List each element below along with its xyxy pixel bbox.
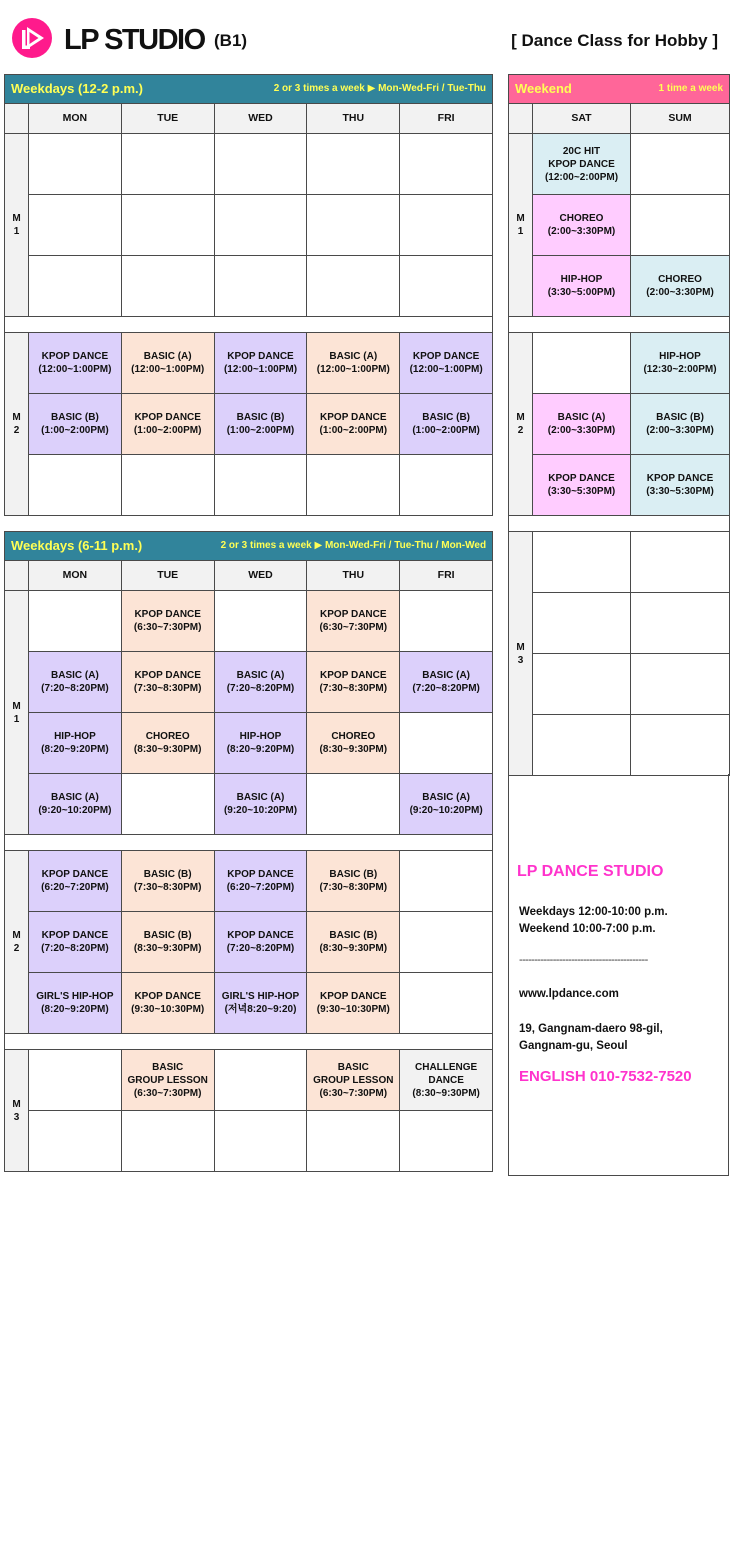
class-slot: KPOP DANCE (1:00~2:00PM)	[307, 394, 400, 455]
weekend-timetable	[508, 74, 730, 776]
class-slot: KPOP DANCE (9:30~10:30PM)	[121, 973, 214, 1034]
class-slot	[533, 715, 631, 776]
group-label-m2: M 2	[5, 851, 29, 1034]
section-frequency-note: 2 or 3 times a week ▶ Mon-Wed-Fri / Tue-Thu	[273, 83, 487, 94]
class-slot	[400, 256, 493, 317]
class-slot	[307, 774, 400, 835]
class-slot	[400, 195, 493, 256]
class-slot	[533, 654, 631, 715]
day-header-tue: TUE	[121, 104, 214, 134]
header-corner	[5, 561, 29, 591]
section-title: Weekend	[515, 81, 572, 96]
class-slot	[121, 134, 214, 195]
class-slot	[400, 134, 493, 195]
class-slot	[533, 532, 631, 593]
class-slot	[533, 333, 631, 394]
studio-name: LP DANCE STUDIO	[517, 863, 664, 880]
class-slot: HIP-HOP (8:20~9:20PM)	[29, 713, 122, 774]
class-slot	[214, 134, 307, 195]
class-slot	[214, 591, 307, 652]
group-label-m3: M 3	[509, 532, 533, 776]
group-label-m1: M 1	[5, 134, 29, 317]
class-slot: CHOREO (8:30~9:30PM)	[307, 713, 400, 774]
website-link[interactable]: www.lpdance.com	[519, 988, 619, 1000]
group-spacer	[5, 835, 493, 851]
class-slot: CHALLENGE DANCE (8:30~9:30PM)	[400, 1050, 493, 1111]
section-title: Weekdays (6-11 p.m.)	[11, 538, 143, 553]
class-slot	[400, 973, 493, 1034]
class-slot: BASIC (A) (12:00~1:00PM)	[121, 333, 214, 394]
class-slot: KPOP DANCE (7:30~8:30PM)	[121, 652, 214, 713]
class-slot	[29, 1111, 122, 1172]
class-slot	[631, 195, 730, 256]
class-slot: CHOREO (8:30~9:30PM)	[121, 713, 214, 774]
day-header-fri: FRI	[400, 104, 493, 134]
class-slot: BASIC (B) (1:00~2:00PM)	[29, 394, 122, 455]
header-corner	[5, 104, 29, 134]
section-header	[509, 75, 730, 104]
class-slot: BASIC (A) (7:20~8:20PM)	[214, 652, 307, 713]
class-slot	[631, 134, 730, 195]
class-slot	[29, 256, 122, 317]
class-slot: GIRL'S HIP-HOP (8:20~9:20PM)	[29, 973, 122, 1034]
group-spacer	[5, 1034, 493, 1050]
class-slot	[533, 593, 631, 654]
class-slot	[121, 195, 214, 256]
group-spacer	[509, 317, 730, 333]
class-slot	[400, 1111, 493, 1172]
class-slot: BASIC (B) (1:00~2:00PM)	[214, 394, 307, 455]
class-slot: KPOP DANCE (9:30~10:30PM)	[307, 973, 400, 1034]
day-header-sum: SUM	[631, 104, 730, 134]
class-slot: KPOP DANCE (6:20~7:20PM)	[214, 851, 307, 912]
class-slot	[400, 591, 493, 652]
section-header	[5, 532, 493, 561]
weekday-lunch-timetable	[4, 74, 493, 516]
group-label-m1: M 1	[5, 591, 29, 835]
day-header-mon: MON	[29, 561, 122, 591]
class-slot	[29, 1050, 122, 1111]
class-slot: KPOP DANCE (7:20~8:20PM)	[214, 912, 307, 973]
class-slot	[307, 134, 400, 195]
floor-label: (B1)	[214, 31, 248, 50]
class-slot: BASIC (A) (12:00~1:00PM)	[307, 333, 400, 394]
class-slot: BASIC (B) (7:30~8:30PM)	[121, 851, 214, 912]
class-slot: BASIC (B) (2:00~3:30PM)	[631, 394, 730, 455]
lp-studio-logo-icon	[12, 18, 52, 58]
class-slot	[631, 532, 730, 593]
class-slot: HIP-HOP (8:20~9:20PM)	[214, 713, 307, 774]
class-slot: CHOREO (2:00~3:30PM)	[533, 195, 631, 256]
page-tagline: [ Dance Class for Hobby ]	[511, 31, 718, 50]
class-slot	[29, 195, 122, 256]
weekday-hours: Weekdays 12:00-10:00 p.m.	[519, 906, 668, 918]
class-slot: BASIC (A) (9:20~10:20PM)	[29, 774, 122, 835]
class-slot: HIP-HOP (12:30~2:00PM)	[631, 333, 730, 394]
day-header-tue: TUE	[121, 561, 214, 591]
class-slot	[214, 256, 307, 317]
class-slot	[121, 455, 214, 516]
class-slot: BASIC GROUP LESSON (6:30~7:30PM)	[307, 1050, 400, 1111]
class-slot: BASIC (A) (9:20~10:20PM)	[400, 774, 493, 835]
class-slot: KPOP DANCE (12:00~1:00PM)	[214, 333, 307, 394]
class-slot	[400, 455, 493, 516]
class-slot	[400, 912, 493, 973]
section-title: Weekdays (12-2 p.m.)	[11, 81, 143, 96]
class-slot	[214, 1111, 307, 1172]
class-slot: KPOP DANCE (7:30~8:30PM)	[307, 652, 400, 713]
class-slot	[400, 713, 493, 774]
weekday-evening-timetable	[4, 531, 493, 1172]
class-slot: GIRL'S HIP-HOP (저녁8:20~9:20)	[214, 973, 307, 1034]
class-slot: BASIC GROUP LESSON (6:30~7:30PM)	[121, 1050, 214, 1111]
class-slot	[631, 654, 730, 715]
class-slot: CHOREO (2:00~3:30PM)	[631, 256, 730, 317]
class-slot	[400, 851, 493, 912]
class-slot	[121, 256, 214, 317]
class-slot	[214, 1050, 307, 1111]
class-slot: BASIC (B) (8:30~9:30PM)	[307, 912, 400, 973]
class-slot: BASIC (A) (2:00~3:30PM)	[533, 394, 631, 455]
group-label-m2: M 2	[509, 333, 533, 516]
class-slot	[214, 195, 307, 256]
day-header-wed: WED	[214, 561, 307, 591]
section-frequency-note: 2 or 3 times a week ▶ Mon-Wed-Fri / Tue-Thu / Mon-Wed	[220, 540, 487, 551]
class-slot	[29, 134, 122, 195]
day-header-thu: THU	[307, 561, 400, 591]
day-header-fri: FRI	[400, 561, 493, 591]
class-slot	[121, 774, 214, 835]
class-slot: KPOP DANCE (12:00~1:00PM)	[29, 333, 122, 394]
day-header-sat: SAT	[533, 104, 631, 134]
section-header	[5, 75, 493, 104]
class-slot: HIP-HOP (3:30~5:00PM)	[533, 256, 631, 317]
class-slot	[307, 455, 400, 516]
class-slot: BASIC (B) (8:30~9:30PM)	[121, 912, 214, 973]
class-slot: BASIC (A) (9:20~10:20PM)	[214, 774, 307, 835]
address-line-2: Gangnam-gu, Seoul	[519, 1040, 628, 1052]
class-slot: KPOP DANCE (6:30~7:30PM)	[121, 591, 214, 652]
class-slot: BASIC (B) (7:30~8:30PM)	[307, 851, 400, 912]
group-spacer	[509, 516, 730, 532]
class-slot: 20C HIT KPOP DANCE (12:00~2:00PM)	[533, 134, 631, 195]
class-slot	[631, 715, 730, 776]
class-slot: KPOP DANCE (1:00~2:00PM)	[121, 394, 214, 455]
brand-name: LP STUDIO	[64, 24, 205, 56]
class-slot	[214, 455, 307, 516]
day-header-thu: THU	[307, 104, 400, 134]
english-phone[interactable]: ENGLISH 010-7532-7520	[519, 1068, 692, 1085]
weekend-hours: Weekend 10:00-7:00 p.m.	[519, 923, 656, 935]
opening-hours	[519, 904, 668, 938]
class-slot	[307, 195, 400, 256]
class-slot	[121, 1111, 214, 1172]
studio-info-box	[508, 774, 729, 1176]
address-line-1: 19, Gangnam-daero 98-gil,	[519, 1023, 663, 1035]
class-slot: KPOP DANCE (6:30~7:30PM)	[307, 591, 400, 652]
class-slot	[307, 1111, 400, 1172]
group-label-m1: M 1	[509, 134, 533, 317]
class-slot	[29, 591, 122, 652]
class-slot	[307, 256, 400, 317]
header-corner	[509, 104, 533, 134]
class-slot: KPOP DANCE (3:30~5:30PM)	[533, 455, 631, 516]
class-slot	[29, 455, 122, 516]
group-spacer	[5, 317, 493, 333]
group-label-m3: M 3	[5, 1050, 29, 1172]
day-header-wed: WED	[214, 104, 307, 134]
class-slot	[631, 593, 730, 654]
class-slot: KPOP DANCE (3:30~5:30PM)	[631, 455, 730, 516]
section-frequency-note: 1 time a week	[658, 83, 724, 94]
studio-address	[519, 1021, 663, 1055]
group-label-m2: M 2	[5, 333, 29, 516]
class-slot: BASIC (A) (7:20~8:20PM)	[29, 652, 122, 713]
class-slot: KPOP DANCE (12:00~1:00PM)	[400, 333, 493, 394]
info-divider: ------------------------------------------	[519, 954, 648, 966]
class-slot: BASIC (B) (1:00~2:00PM)	[400, 394, 493, 455]
class-slot: BASIC (A) (7:20~8:20PM)	[400, 652, 493, 713]
day-header-mon: MON	[29, 104, 122, 134]
class-slot: KPOP DANCE (6:20~7:20PM)	[29, 851, 122, 912]
class-slot: KPOP DANCE (7:20~8:20PM)	[29, 912, 122, 973]
